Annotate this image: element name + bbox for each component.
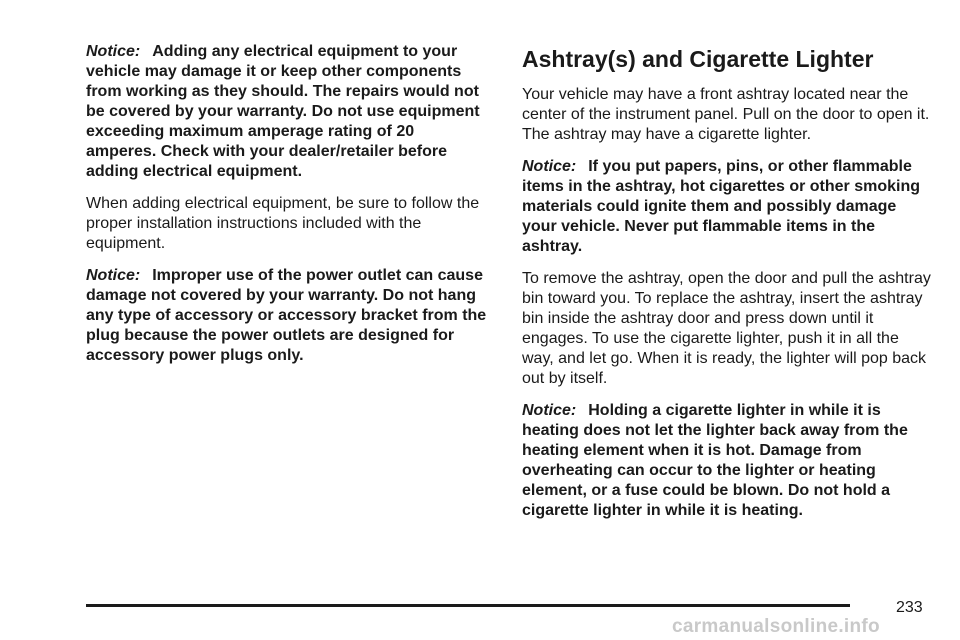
notice-flammable-items <box>522 157 932 257</box>
left-column <box>86 42 488 378</box>
notice-text: If you put papers, pins, or other flammable items in the ashtray, hot cigarettes or other smoking materials could ignite them and possibly damage your vehicle. Never put flammable items in the ashtray. <box>522 158 921 255</box>
notice-text: Improper use of the power outlet can cause damage not covered by your warranty. Do not hang any type of accessory or accessory bracket from the plug because the power outlets are designed for accessory power plugs only. <box>86 267 487 364</box>
notice-label: Notice: <box>522 402 577 419</box>
notice-text: Adding any electrical equipment to your vehicle may damage it or keep other components from working as they should. The repairs would not be covered by your warranty. Do not use equipment exceeding maximum amperage rating of 20 amperes. Check with your dealer/retailer before adding electrical equipment. <box>86 43 480 180</box>
right-column <box>522 42 932 533</box>
notice-holding-lighter <box>522 401 932 521</box>
paragraph-ashtray-location: Your vehicle may have a front ashtray located near the center of the instrument panel. Pull on the door to open it. The ashtray may have a cigarette lighter. <box>522 86 930 143</box>
footer-rule <box>86 604 850 607</box>
notice-label: Notice: <box>522 158 577 175</box>
notice-label: Notice: <box>86 43 141 60</box>
page-number: 233 <box>896 599 923 616</box>
paragraph-installation: When adding electrical equipment, be sure to follow the proper installation instructions included with the equipment. <box>86 195 480 252</box>
notice-power-outlet <box>86 266 488 366</box>
notice-text: Holding a cigarette lighter in while it is heating does not let the lighter back away from the heating element when it is hot. Damage from overheating can occur to the lighter or heating element, or a fuse could be blown. Do not hold a cigarette lighter in while it is heating. <box>522 402 908 519</box>
paragraph-remove-ashtray: To remove the ashtray, open the door and pull the ashtray bin toward you. To replace the ashtray, insert the ashtray bin inside the ashtray door and press down until it engages. To use the cigarette lighter, push it in all the way, and let go. When it is ready, the lighter will pop back out by itself. <box>522 270 931 387</box>
watermark-text: carmanualsonline.info <box>672 616 880 637</box>
notice-label: Notice: <box>86 267 141 284</box>
section-heading: Ashtray(s) and Cigarette Lighter <box>522 46 874 72</box>
notice-electrical-equipment <box>86 42 488 182</box>
